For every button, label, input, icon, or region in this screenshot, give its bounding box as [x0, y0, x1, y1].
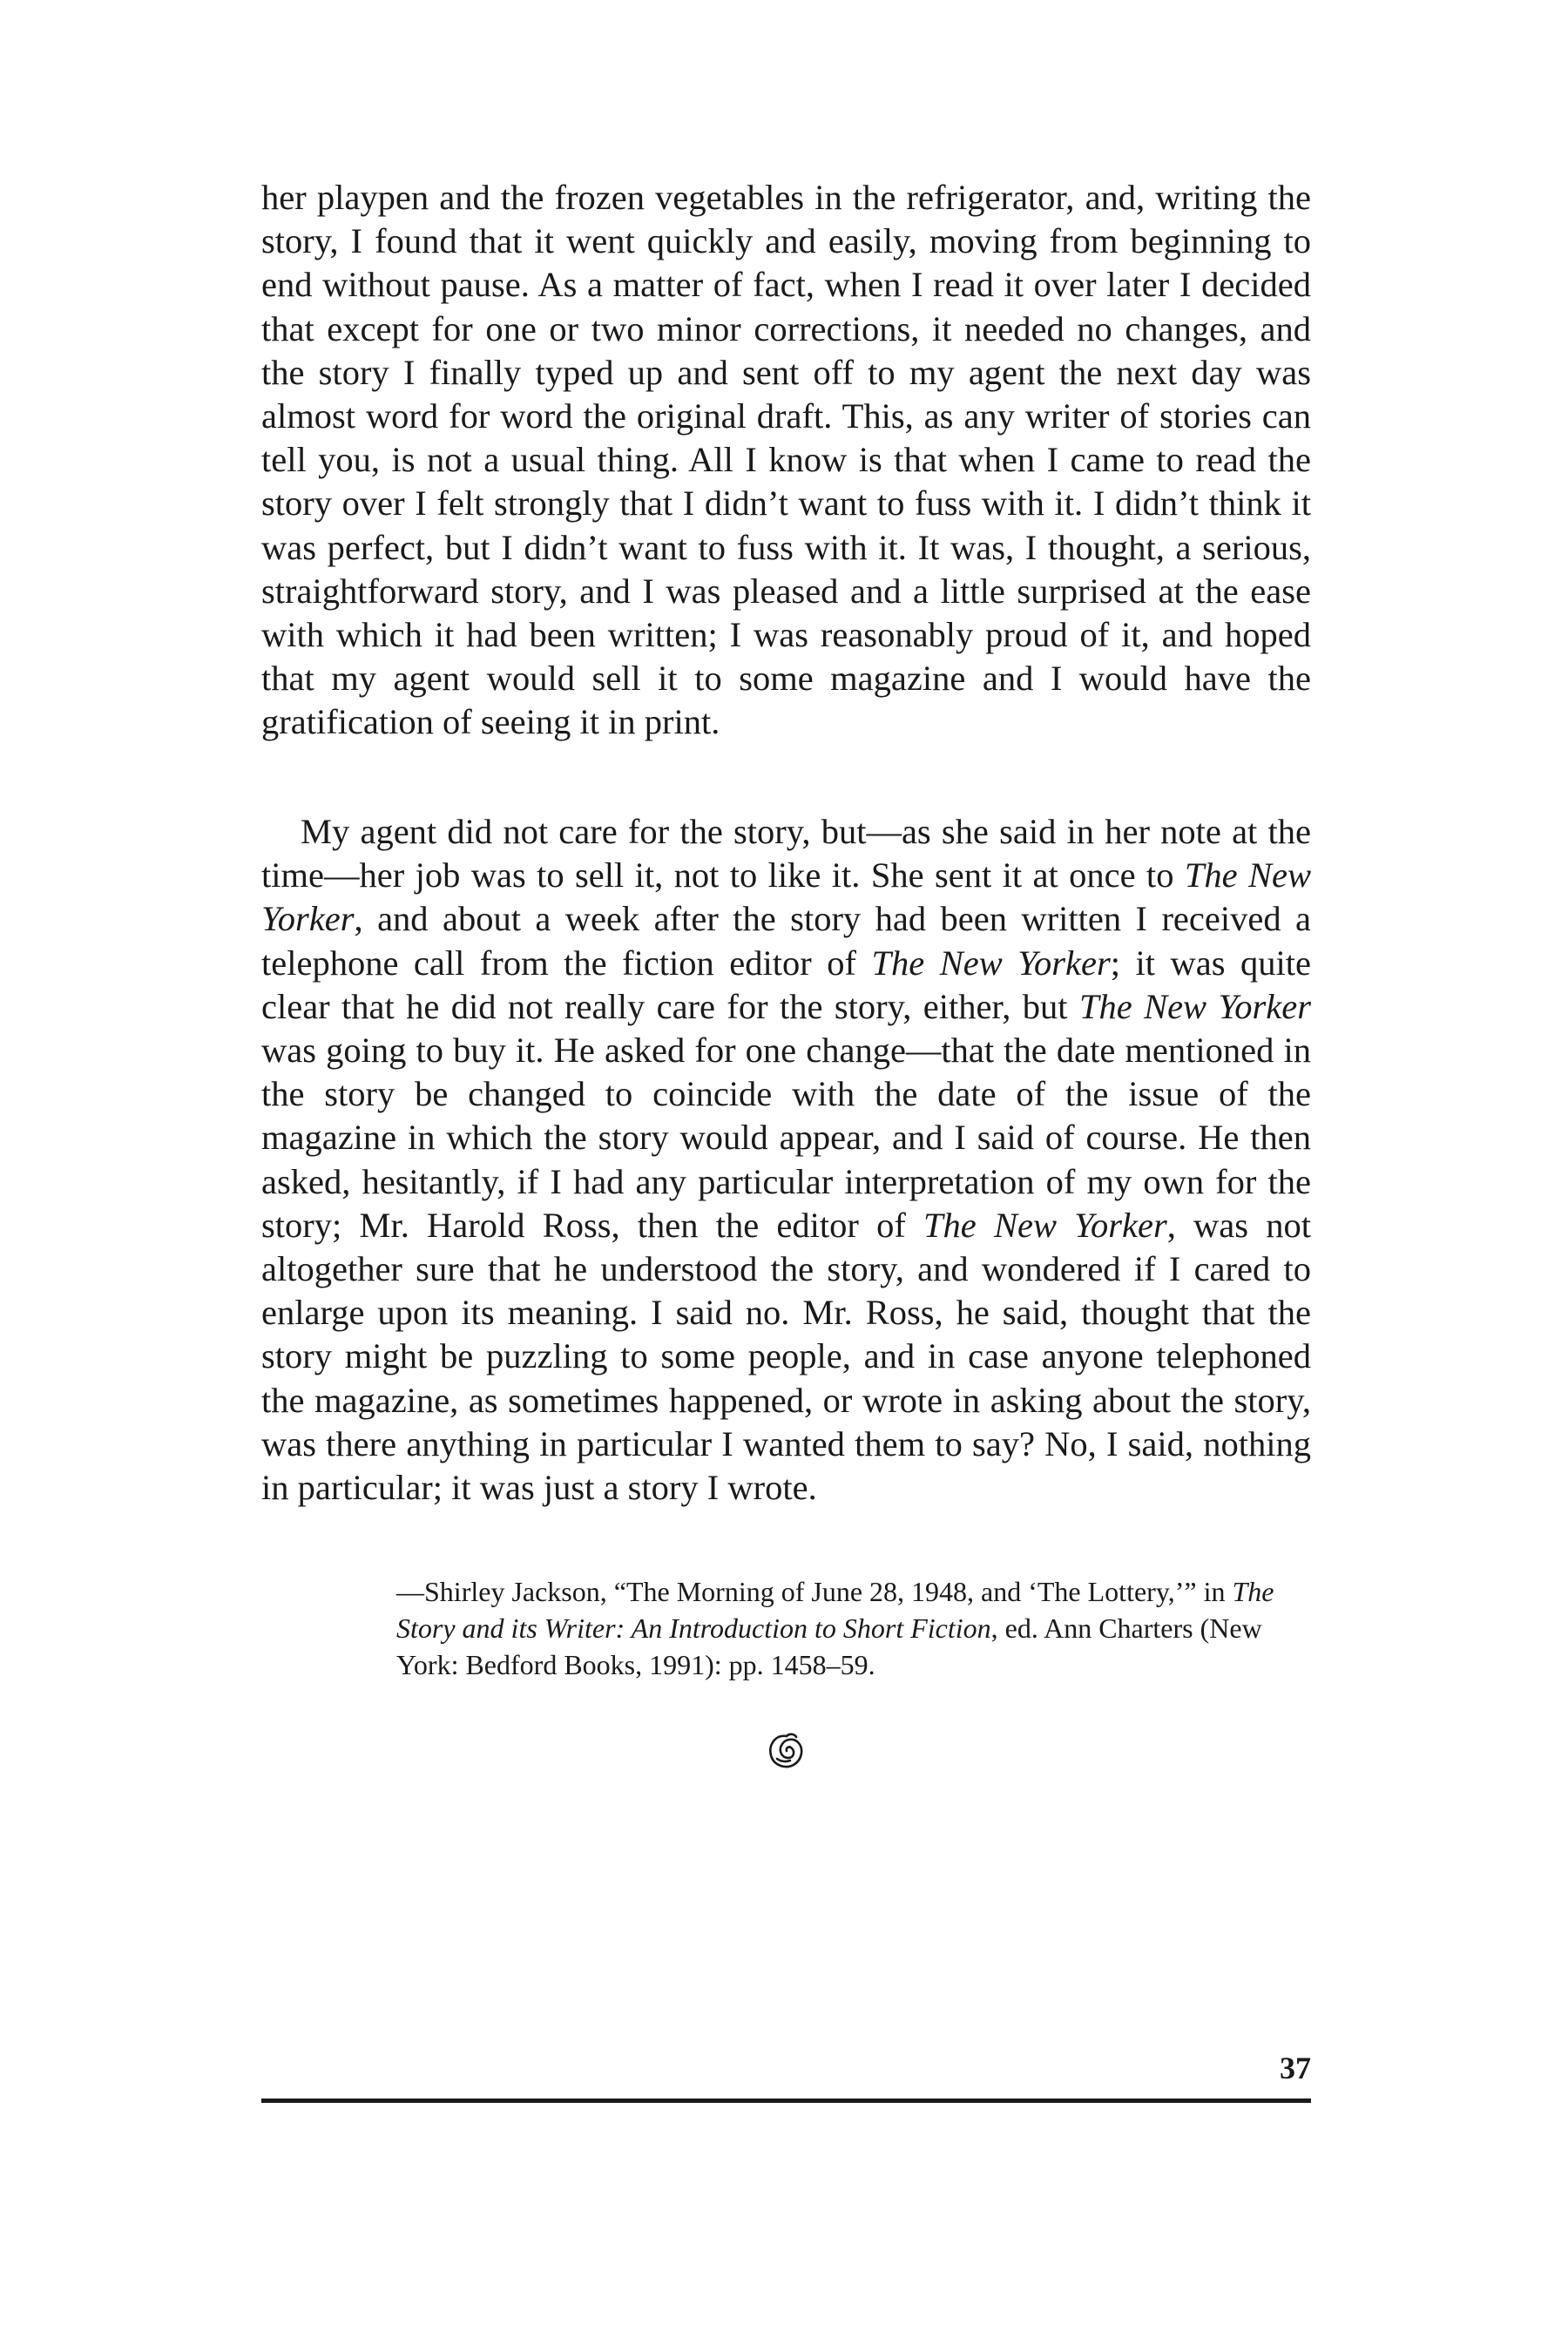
paragraph-1-text: her playpen and the frozen vegetables in the refrigerator, and, writing the story, I found that it went quickly and easily, moving from beginning to end without pause. As a matter of fact, when I read it over later I decided that except for one or two minor corrections, it needed no changes, and the story I finally typed up and sent off to my agent the next day was almost word for word the original draft. This, as any writer of stories can tell you, is not a usual thing. All I know is that when I came to read the story over I felt strongly that I didn’t want to fuss with it. I didn’t think it was perfect, but I didn’t want to fuss with it. It was, I thought, a serious, straightforward story, and I was pleased and a little surprised at the ease with which it had been written; I was reasonably proud of it, and hoped that my agent would sell it to some magazine and I would have the gratification of seeing it in print. — [261, 178, 1311, 742]
paragraph-2-segment: , was not altogether sure that he understood the story, and wondered if I cared to enlarge upon its meaning. I said no. Mr. Ross, he said, thought that the story might be puzzling to some people, and in case anyone telephoned the magazine, as sometimes happened, or wrote in asking about the story, was there anything in particular I wanted them to say? No, I said, nothing in particular; it was just a story I wrote. — [261, 1205, 1311, 1508]
citation-book-title: The Story and its Writer: An Introduction to Short Fiction — [396, 1576, 1274, 1644]
body-paragraph-2 — [261, 810, 1311, 1510]
source-citation — [396, 1573, 1311, 1683]
paragraph-2-text — [261, 810, 1311, 1510]
magazine-title: The New Yorker — [1078, 986, 1311, 1026]
magazine-title: The New Yorker — [923, 1205, 1167, 1245]
paragraph-2-segment: , and about a week after the story had been written I received a telephone call from the fiction editor of — [261, 899, 1311, 983]
citation-text: , ed. Ann Charters (New York: Bedford Books, 1991): pp. 1458–59. — [396, 1612, 1262, 1680]
paragraph-2-segment: ; it was quite clear that he did not really care for the story, either, but — [261, 943, 1311, 1026]
paragraph-2-segment: My agent did not care for the story, but—as she said in her note at the time—her job was to sell it, not to like it. She sent it at once to — [261, 812, 1311, 896]
magazine-title: The New Yorker — [261, 855, 1311, 939]
body-paragraph-1 — [261, 176, 1311, 745]
fleuron-ornament-svg — [765, 1729, 808, 1773]
fleuron-ornament-icon — [765, 1729, 808, 1773]
paragraph-2-segment: was going to buy it. He asked for one change—that the date mentioned in the story be changed to coincide with the date of the issue of the magazine in which the story would appear, and I said of course. He then asked, hesitantly, if I had any particular interpretation of my own for the story; Mr. Harold Ross, then the editor of — [261, 1031, 1311, 1245]
page-number: 37 — [1280, 2051, 1311, 2085]
footer-rule — [261, 2099, 1311, 2103]
citation-text: —Shirley Jackson, “The Morning of June 28, 1948, and ‘The Lottery,’” in — [396, 1576, 1233, 1607]
magazine-title: The New Yorker — [871, 943, 1111, 983]
